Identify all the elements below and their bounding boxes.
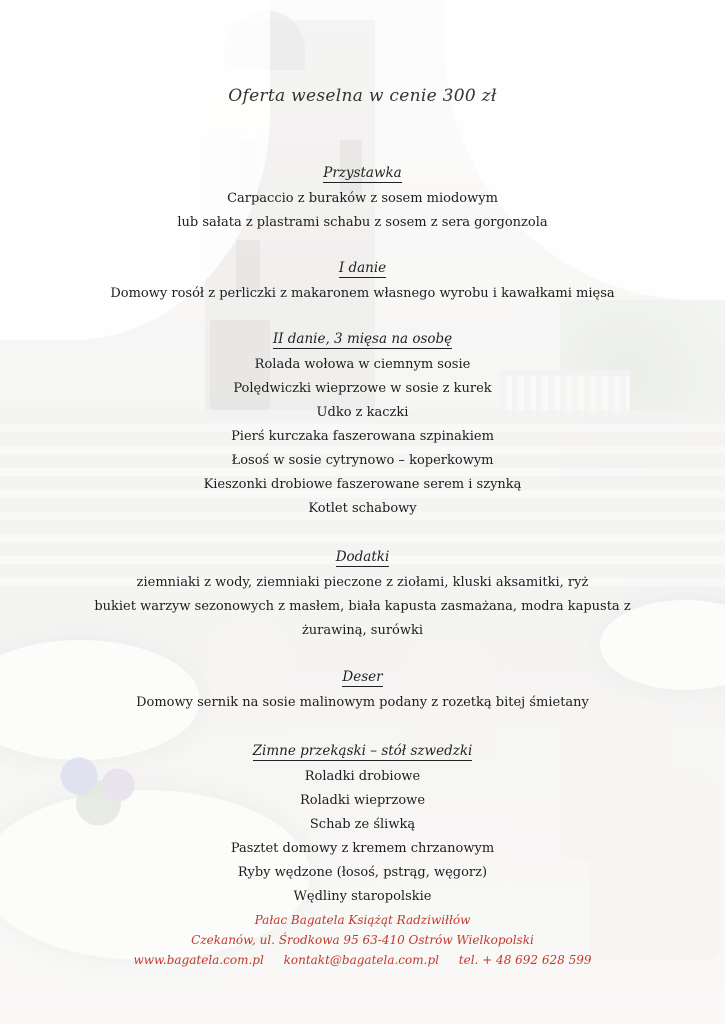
menu-line: Udko z kaczki (316, 405, 409, 420)
section-dessert (0, 666, 725, 715)
menu-line: Domowy rosół z perliczki z makaronem własnego wyrobu i kawałkami mięsa (110, 286, 615, 301)
menu-line: Carpaccio z buraków z sosem miodowym (227, 191, 498, 206)
menu-line: Domowy sernik na sosie malinowym podany z rozetką bitej śmietany (136, 695, 589, 710)
section-cold-buffet (0, 740, 725, 909)
section-appetizer (0, 162, 725, 235)
website-link[interactable]: www.bagatela.com.pl (133, 953, 264, 967)
menu-line: Schab ze śliwką (309, 817, 416, 832)
email-link[interactable]: kontakt@bagatela.com.pl (283, 953, 439, 967)
menu-line: Roladki wieprzowe (299, 793, 426, 808)
menu-line: ziemniaki z wody, ziemniaki pieczone z ziołami, kluski aksamitki, ryż (136, 575, 589, 590)
menu-line: lub sałata z plastrami schabu z sosem z sera gorgonzola (177, 215, 548, 230)
menu-line: Kieszonki drobiowe faszerowane serem i szynką (203, 477, 522, 492)
section-second-course (0, 328, 725, 521)
menu-line: bukiet warzyw sezonowych z masłem, biała kapusta zasmażana, modra kapusta z żurawiną, surówki (94, 599, 631, 638)
section-sides (0, 546, 725, 643)
section-heading: I danie (338, 260, 387, 276)
menu-line: Pierś kurczaka faszerowana szpinakiem (231, 429, 494, 444)
menu-line: Pasztet domowy z kremem chrzanowym (230, 841, 495, 856)
section-heading: Przystawka (323, 165, 402, 181)
menu-line: Łosoś w sosie cytrynowo – koperkowym (231, 453, 494, 468)
venue-address: Czekanów, ul. Środkowa 95 63-410 Ostrów Wielkopolski (191, 933, 534, 947)
section-heading: Deser (342, 669, 383, 685)
menu-line: Rolada wołowa w ciemnym sosie (254, 357, 471, 372)
phone-number: tel. + 48 692 628 599 (458, 953, 592, 967)
menu-title: Oferta weselna w cenie 300 zł (228, 86, 497, 106)
section-heading: II danie, 3 mięsa na osobę (272, 331, 453, 347)
menu-line: Wędliny staropolskie (293, 889, 432, 904)
section-heading: Zimne przekąski – stół szwedzki (252, 743, 473, 759)
menu-line: Roladki drobiowe (304, 769, 421, 784)
menu-line: Polędwiczki wieprzowe w sosie z kurek (233, 381, 492, 396)
section-heading: Dodatki (335, 549, 390, 565)
venue-name: Pałac Bagatela Książąt Radziwiłłów (254, 913, 471, 927)
contact-footer (0, 910, 725, 970)
menu-line: Ryby wędzone (łosoś, pstrąg, węgorz) (237, 865, 488, 880)
menu-line: Kotlet schabowy (308, 501, 417, 516)
section-first-course (0, 257, 725, 306)
